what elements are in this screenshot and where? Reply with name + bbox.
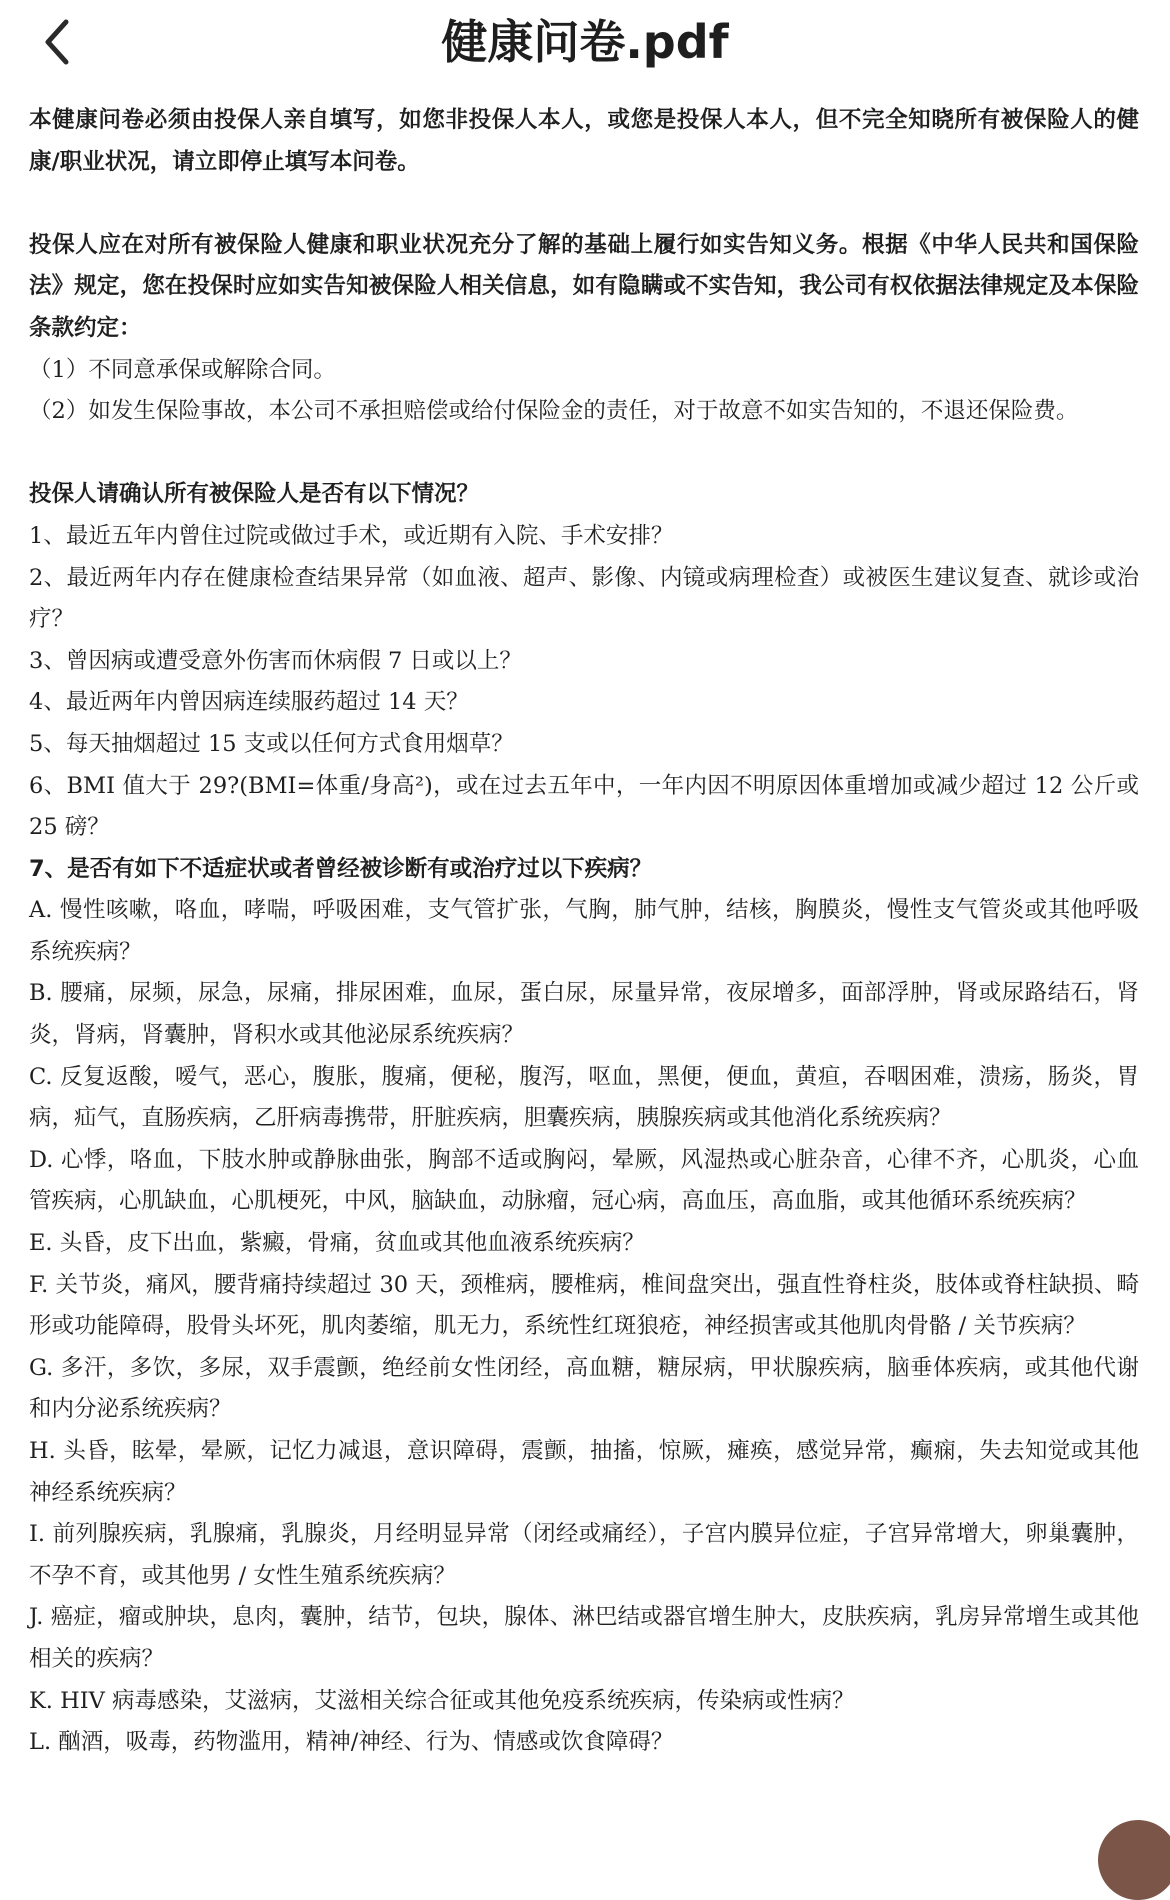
disease-item-k: K. HIV 病毒感染，艾滋病，艾滋相关综合征或其他免疫系统疾病，传染病或性病？ (29, 1687, 855, 1714)
consequence-item-1: （1）不同意承保或解除合同。 (29, 356, 336, 383)
disease-item-j: J. 癌症，瘤或肿块，息肉，囊肿，结节，包块，腺体、淋巴结或器官增生肿大，皮肤疾病，乳房异常增生或其他相关的疾病？ (29, 1604, 1139, 1672)
question-2: 2、最近两年内存在健康检查结果异常（如血液、超声、影像、内镜或病理检查）或被医生建议复查、就诊或治疗？ (29, 564, 1139, 633)
question-6: 6、BMI 值大于 29?(BMI=体重/身高²)，或在过去五年中，一年内因不明原因体重增加或减少超过 12 公斤或 25 磅？ (29, 772, 1139, 841)
consequence-item-2: （2）如发生保险事故，本公司不承担赔偿或给付保险金的责任，对于故意不如实告知的，不退还保险费。 (29, 398, 1079, 425)
question-4: 4、最近两年内曾因病连续服药超过 14 天？ (29, 689, 469, 716)
disease-item-c: C. 反复返酸，嗳气，恶心，腹胀，腹痛，便秘，腹泻，呕血，黑便，便血，黄疸，吞咽困难，溃疡，肠炎，胃病，疝气，直肠疾病，乙肝病毒携带，肝脏疾病，胆囊疾病，胰腺疾病或其他消化系统疾病？ (29, 1063, 1139, 1132)
disease-item-a: A. 慢性咳嗽，咯血，哮喘，呼吸困难，支气管扩张，气胸，肺气肿，结核，胸膜炎，慢性支气管炎或其他呼吸系统疾病？ (29, 897, 1139, 965)
disease-item-f: F. 关节炎，痛风，腰背痛持续超过 30 天，颈椎病，腰椎病，椎间盘突出，强直性脊柱炎，肢体或脊柱缺损、畸形或功能障碍，股骨头坏死，肌肉萎缩，肌无力，系统性红斑狼疮，神经损害或其他肌肉骨骼 / 关节疾病？ (29, 1271, 1139, 1340)
disease-item-d: D. 心悸，咯血，下肢水肿或静脉曲张，胸部不适或胸闷，晕厥，风湿热或心脏杂音，心律不齐，心肌炎，心血管疾病，心肌缺血，心肌梗死，中风，脑缺血，动脉瘤，冠心病，高血压，高血脂，或其他循环系统疾病？ (29, 1146, 1139, 1215)
disease-item-h: H. 头昏，眩晕，晕厥，记忆力减退，意识障碍，震颤，抽搐，惊厥，瘫痪，感觉异常，癫痫，失去知觉或其他神经系统疾病？ (29, 1438, 1139, 1506)
question-5: 5、每天抽烟超过 15 支或以任何方式食用烟草？ (29, 730, 514, 757)
question-7-heading: 7、是否有如下不适症状或者曾经被诊断有或治疗过以下疾病？ (29, 855, 653, 882)
disease-item-e: E. 头昏，皮下出血，紫癜，骨痛，贫血或其他血液系统疾病？ (29, 1230, 645, 1257)
disease-item-g: G. 多汗，多饮，多尿，双手震颤，绝经前女性闭经，高血糖，糖尿病，甲状腺疾病，脑垂体疾病，或其他代谢和内分泌系统疾病？ (29, 1354, 1139, 1423)
disease-item-b: B. 腰痛，尿频，尿急，尿痛，排尿困难，血尿，蛋白尿，尿量异常，夜尿增多，面部浮肿，肾或尿路结石，肾炎，肾病，肾囊肿，肾积水或其他泌尿系统疾病？ (29, 980, 1139, 1049)
intro-paragraph: 本健康问卷必须由投保人亲自填写，如您非投保人本人，或您是投保人本人，但不完全知晓所有被保险人的健康/职业状况，请立即停止填写本问卷。 (29, 107, 1139, 175)
floating-avatar[interactable] (1098, 1820, 1170, 1900)
paragraph-gap (29, 433, 1139, 475)
pdf-document-body (29, 100, 1139, 1764)
question-3: 3、曾因病或遭受意外伤害而休病假 7 日或以上？ (29, 647, 522, 674)
disclosure-duty-paragraph: 投保人应在对所有被保险人健康和职业状况充分了解的基础上履行如实告知义务。根据《中华人民共和国保险法》规定，您在投保时应如实告知被保险人相关信息，如有隐瞒或不实告知，我公司有权依据法律规定及本保险条款约定： (29, 231, 1139, 341)
confirm-heading: 投保人请确认所有被保险人是否有以下情况？ (29, 481, 480, 508)
paragraph-gap (29, 183, 1139, 225)
disease-item-l: L. 酗酒，吸毒，药物滥用，精神/神经、行为、情感或饮食障碍？ (29, 1729, 674, 1756)
top-bar (0, 0, 1170, 84)
disease-item-i: I. 前列腺疾病，乳腺痛，乳腺炎，月经明显异常（闭经或痛经），子宫内膜异位症，子宫异常增大，卵巢囊肿，不孕不育，或其他男 / 女性生殖系统疾病？ (29, 1521, 1139, 1589)
document-title: 健康问卷.pdf (441, 15, 729, 69)
question-1: 1、最近五年内曾住过院或做过手术，或近期有入院、手术安排？ (29, 522, 674, 549)
disease-list (29, 890, 1139, 1763)
